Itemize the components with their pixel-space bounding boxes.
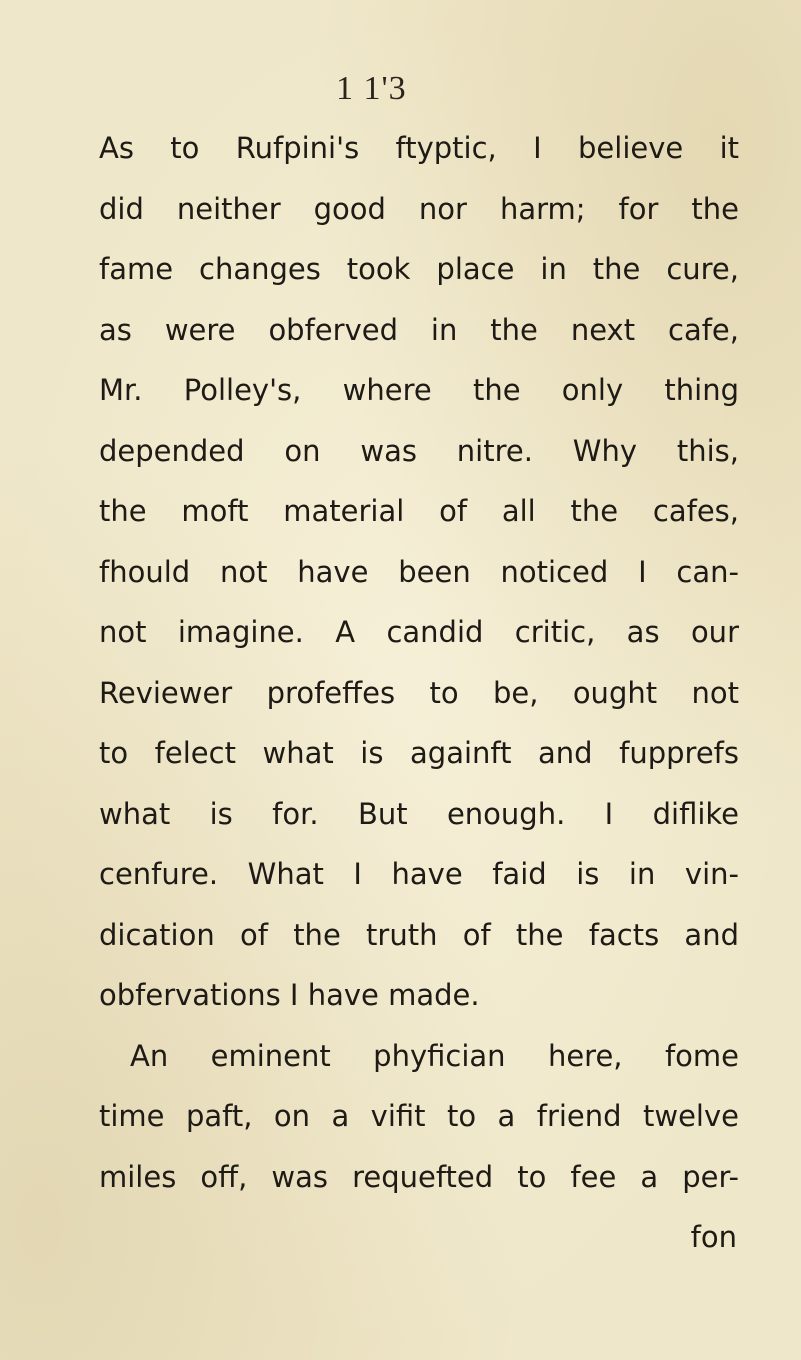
- catchword: fon: [690, 1220, 737, 1254]
- text-line: as were obferved in the next cafe,: [99, 312, 739, 347]
- text-line: time paft, on a vifit to a friend twelve: [99, 1099, 739, 1133]
- text-line: what is for. But enough. I diflike: [99, 796, 739, 831]
- text-line: An eminent phyfician here, fome: [130, 1038, 739, 1073]
- text-line: Reviewer profeffes to be, ought not: [99, 675, 739, 710]
- text-line: Mr. Polley's, where the only thing: [99, 373, 739, 407]
- text-line: fame changes took place in the cure,: [99, 252, 739, 286]
- text-line: did neither good nor harm; for the: [99, 191, 739, 226]
- text-line: the moft material of all the cafes,: [99, 494, 739, 528]
- text-line: not imagine. A candid critic, as our: [99, 615, 739, 649]
- text-line: dication of the truth of the facts and: [99, 917, 739, 952]
- text-line: miles off, was requefted to fee a per-: [99, 1159, 739, 1194]
- page-number: 1 1'3: [336, 70, 407, 107]
- text-line: fhould not have been noticed I can-: [99, 554, 739, 589]
- text-line: obfervations I have made.: [99, 978, 480, 1012]
- text-line: depended on was nitre. Why this,: [99, 433, 739, 468]
- text-line: As to Rufpini's ftyptic, I believe it: [99, 131, 739, 165]
- text-line: cenfure. What I have faid is in vin-: [99, 857, 739, 891]
- body-text: [99, 118, 739, 1268]
- text-line: to felect what is againft and fupprefs: [99, 736, 739, 770]
